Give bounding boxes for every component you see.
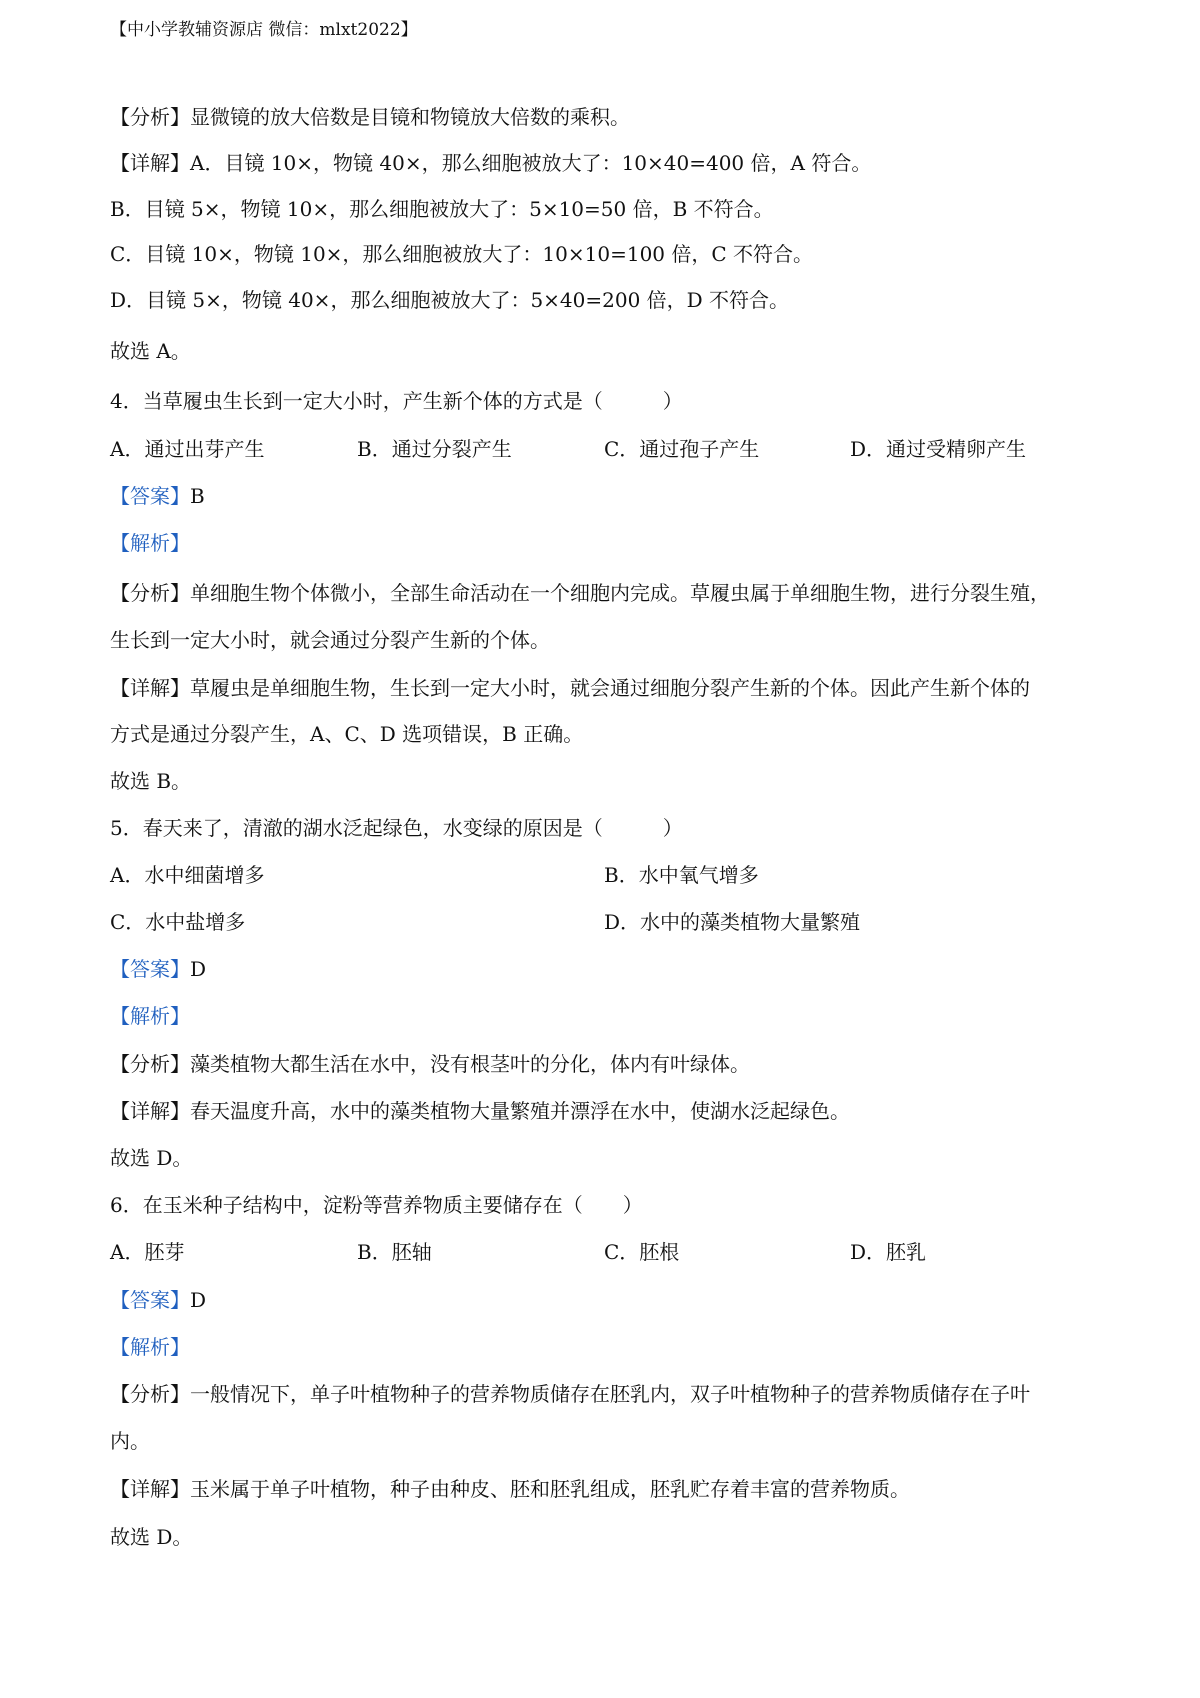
q5-option-d: D．水中的藻类植物大量繁殖 <box>604 910 861 934</box>
q4-answer-value: B <box>190 484 205 508</box>
q6-option-a: A．胚芽 <box>110 1240 185 1264</box>
q3-detail-c: C．目镜 10×，物镜 10×，那么细胞被放大了：10×10=100 倍，C 不符合。 <box>110 242 814 266</box>
q4-answer-label: 【答案】 <box>110 484 190 508</box>
q6-analysis-1: 【分析】一般情况下，单子叶植物种子的营养物质储存在胚乳内，双子叶植物种子的营养物质储存在子叶 <box>110 1382 1030 1406</box>
q4-analysis-1: 【分析】单细胞生物个体微小，全部生命活动在一个细胞内完成。草履虫属于单细胞生物，进行分裂生殖， <box>110 581 1050 605</box>
q3-choice: 故选 A。 <box>110 339 191 363</box>
q6-question: 6．在玉米种子结构中，淀粉等营养物质主要储存在（ ） <box>110 1193 643 1217</box>
q5-answer <box>110 956 206 982</box>
page-header: 【中小学教辅资源店 微信：mlxt2022】 <box>110 20 418 40</box>
q3-detail-b: B．目镜 5×，物镜 10×，那么细胞被放大了：5×10=50 倍，B 不符合。 <box>110 197 774 221</box>
q6-option-b: B．胚轴 <box>357 1240 432 1264</box>
q6-detail: 【详解】玉米属于单子叶植物，种子由种皮、胚和胚乳组成，胚乳贮存着丰富的营养物质。 <box>110 1477 910 1501</box>
q6-jiexi: 【解析】 <box>110 1335 190 1359</box>
q5-answer-label: 【答案】 <box>110 957 190 981</box>
q4-option-d: D．通过受精卵产生 <box>850 437 1027 461</box>
q6-option-c: C．胚根 <box>604 1240 680 1264</box>
q6-option-d: D．胚乳 <box>850 1240 927 1264</box>
q5-option-a: A．水中细菌增多 <box>110 863 265 887</box>
q5-detail: 【详解】春天温度升高，水中的藻类植物大量繁殖并漂浮在水中，使湖水泛起绿色。 <box>110 1099 850 1123</box>
q6-choice: 故选 D。 <box>110 1525 193 1549</box>
q4-answer <box>110 483 205 509</box>
q4-option-c: C．通过孢子产生 <box>604 437 760 461</box>
q5-question: 5．春天来了，清澈的湖水泛起绿色，水变绿的原因是（ ） <box>110 816 683 840</box>
q5-jiexi: 【解析】 <box>110 1004 190 1028</box>
q4-detail-2: 方式是通过分裂产生，A、C、D 选项错误，B 正确。 <box>110 722 584 746</box>
q4-detail-1: 【详解】草履虫是单细胞生物，生长到一定大小时，就会通过细胞分裂产生新的个体。因此产生新个体的 <box>110 676 1030 700</box>
q3-analysis: 【分析】显微镜的放大倍数是目镜和物镜放大倍数的乘积。 <box>110 105 630 129</box>
q6-answer-label: 【答案】 <box>110 1288 190 1312</box>
q6-answer-value: D <box>190 1288 207 1312</box>
q6-answer <box>110 1287 206 1313</box>
q6-analysis-2: 内。 <box>110 1429 150 1453</box>
q4-choice: 故选 B。 <box>110 769 192 793</box>
q4-jiexi: 【解析】 <box>110 531 190 555</box>
q3-detail-a: 【详解】A．目镜 10×，物镜 40×，那么细胞被放大了：10×40=400 倍，A 符合。 <box>110 151 872 175</box>
q4-option-a: A．通过出芽产生 <box>110 437 265 461</box>
q5-choice: 故选 D。 <box>110 1146 193 1170</box>
q5-analysis: 【分析】藻类植物大都生活在水中，没有根茎叶的分化，体内有叶绿体。 <box>110 1052 750 1076</box>
q4-question: 4．当草履虫生长到一定大小时，产生新个体的方式是（ ） <box>110 389 683 413</box>
q5-option-b: B．水中氧气增多 <box>604 863 759 887</box>
q4-analysis-2: 生长到一定大小时，就会通过分裂产生新的个体。 <box>110 628 550 652</box>
q5-option-c: C．水中盐增多 <box>110 910 246 934</box>
q5-answer-value: D <box>190 957 207 981</box>
q4-option-b: B．通过分裂产生 <box>357 437 512 461</box>
q3-detail-d: D．目镜 5×，物镜 40×，那么细胞被放大了：5×40=200 倍，D 不符合。 <box>110 288 790 312</box>
